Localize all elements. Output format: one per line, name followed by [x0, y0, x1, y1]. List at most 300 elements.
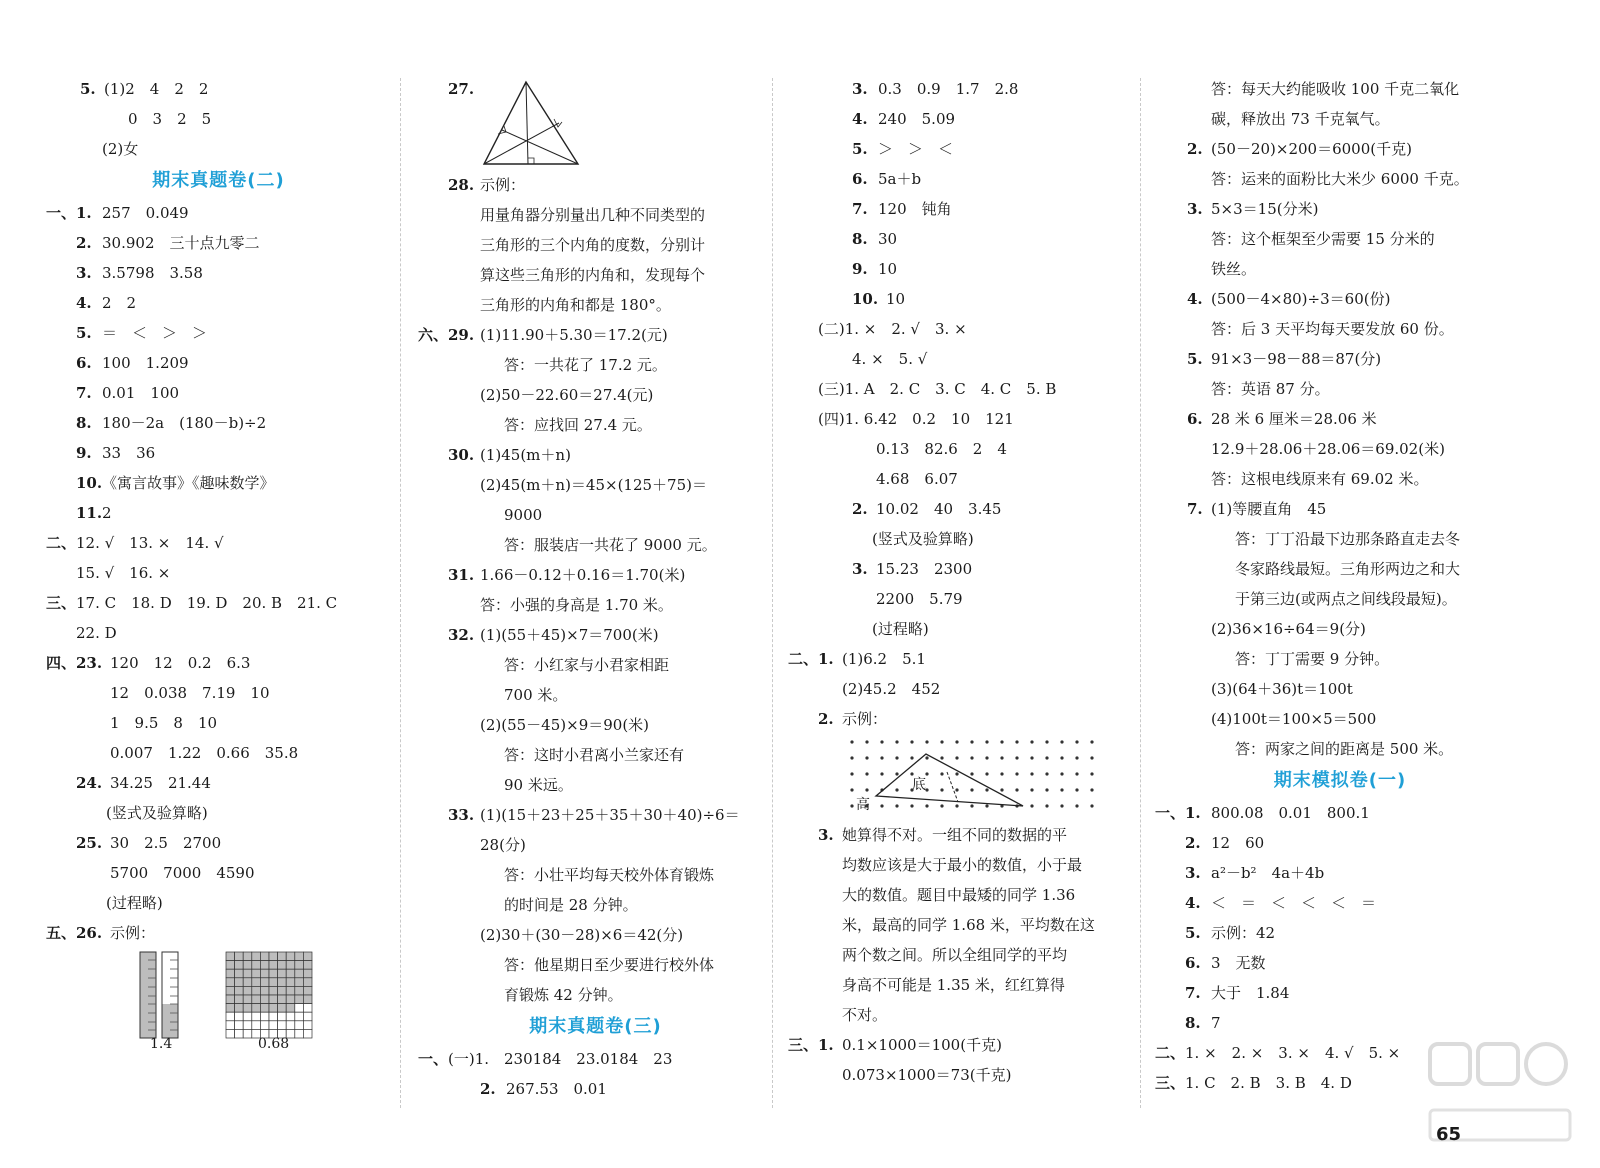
grid-dot [955, 804, 958, 807]
answer-line: 5. 示例：42 [1185, 924, 1276, 942]
grid-dot [1090, 772, 1093, 775]
grid-cell [278, 1004, 287, 1013]
answer-line: 9. 33 36 [76, 444, 156, 462]
grid-cell [226, 1021, 235, 1030]
answer-line: 一、1. 257 0.049 [46, 204, 189, 222]
answer-line: 答：小壮平均每天校外体育锻炼 [504, 866, 715, 884]
grid-cell [260, 969, 269, 978]
grid-cell [260, 961, 269, 970]
grid-cell [260, 1012, 269, 1021]
answer-line: (2)50－22.60＝27.4(元) [480, 386, 654, 404]
answer-line: (3)(64＋36)t＝100t [1211, 680, 1353, 698]
grid-cell [286, 1012, 295, 1021]
grid-cell [286, 995, 295, 1004]
grid-cell [226, 978, 235, 987]
answer-line: 均数应该是大于最小的数值，小于最 [842, 856, 1083, 874]
grid-dot [1045, 740, 1048, 743]
answer-line: 1 9.5 8 10 [110, 714, 218, 732]
grid-dot [940, 740, 943, 743]
answer-line: 答：服装店一共花了 9000 元。 [504, 536, 717, 554]
grid-dot [925, 804, 928, 807]
grid-cell [260, 978, 269, 987]
grid-cell [252, 969, 261, 978]
answer-line: 3. 3.5798 3.58 [76, 264, 203, 282]
answer-line: 4.68 6.07 [876, 470, 958, 488]
grid-cell [278, 1012, 287, 1021]
grid-dot [910, 756, 913, 759]
grid-cell [260, 952, 269, 961]
grid-cell [226, 986, 235, 995]
grid-cell [295, 969, 304, 978]
grid-dot [940, 756, 943, 759]
grid-dot [1090, 788, 1093, 791]
answer-line: 二、1. × 2. × 3. × 4. √ 5. × [1155, 1044, 1401, 1062]
grid-cell [235, 986, 244, 995]
answer-line: 4. 2 2 [76, 294, 137, 312]
grid-dot [1090, 756, 1093, 759]
grid-cell [278, 978, 287, 987]
answer-line: 6. 3 无数 [1185, 954, 1266, 972]
answer-line: 28(分) [480, 836, 526, 854]
grid-cell [286, 969, 295, 978]
grid-cell [278, 969, 287, 978]
answer-line: 答：小红家与小君家相距 [504, 656, 670, 674]
answer-line: 2. 12 60 [1185, 834, 1265, 852]
answer-line: 6. 5a＋b [852, 170, 922, 188]
grid-dot [1075, 740, 1078, 743]
grid-dot [850, 804, 853, 807]
grid-dot [1060, 772, 1063, 775]
grid-dot [1060, 756, 1063, 759]
grid-dot [1045, 756, 1048, 759]
grid-cell [243, 952, 252, 961]
grid-cell [303, 978, 312, 987]
grid-cell [235, 969, 244, 978]
grid-cell [295, 1021, 304, 1030]
answer-line: 15. √ 16. × [76, 564, 171, 582]
answer-line: 答：他星期日至少要进行校外体 [504, 956, 715, 974]
grid-cell [278, 1021, 287, 1030]
grid-dot [1045, 772, 1048, 775]
grid-cell [269, 969, 278, 978]
grid-cell [286, 1004, 295, 1013]
answer-line: 算这些三角形的内角和，发现每个 [480, 266, 706, 284]
grid-dot [1000, 756, 1003, 759]
grid-cell [295, 1004, 304, 1013]
answer-line: 2. (50－20)×200＝6000(千克) [1187, 140, 1412, 158]
answer-line: (过程略) [106, 894, 163, 912]
answer-line: (4)100t＝100×5＝500 [1211, 710, 1377, 728]
answer-line: 9. 10 [852, 260, 898, 278]
column-3 [788, 74, 1143, 1090]
grid-dot [880, 804, 883, 807]
answer-line: 24. 34.25 21.44 [76, 774, 211, 792]
grid-dot [1075, 788, 1078, 791]
answer-line: 答：每天大约能吸收 100 千克二氧化 [1211, 80, 1460, 98]
answer-line: 2. 示例： [818, 710, 888, 728]
answer-line: 12 0.038 7.19 10 [110, 684, 270, 702]
grid-cell [235, 978, 244, 987]
answer-line: 答：丁丁需要 9 分钟。 [1235, 650, 1390, 668]
grid-cell [303, 969, 312, 978]
answer-line: 32. (1)(55＋45)×7＝700(米) [448, 626, 659, 644]
answer-line: 六、29. (1)11.90＋5.30＝17.2(元) [418, 326, 668, 344]
grid-dot [865, 788, 868, 791]
answer-line: 700 米。 [504, 686, 568, 704]
answer-line: 4. 240 5.09 [852, 110, 956, 128]
answer-line: 一、1. 800.08 0.01 800.1 [1155, 804, 1370, 822]
grid-cell [243, 978, 252, 987]
grid-cell [303, 995, 312, 1004]
answer-line: 4. ＜ ＝ ＜ ＜ ＜ ＝ [1185, 894, 1377, 912]
grid-cell [235, 995, 244, 1004]
answer-line: 于第三边(或两点之间线段最短)。 [1235, 590, 1457, 608]
answer-line: 30. (1)45(m＋n) [448, 446, 571, 464]
answer-line: 五、26. 示例： [46, 924, 156, 942]
answer-line: 不对。 [842, 1006, 888, 1024]
answer-line: 7. 120 钝角 [852, 200, 952, 218]
grid-dot [1090, 740, 1093, 743]
answer-line: (过程略) [872, 620, 929, 638]
answer-line: 3. 15.23 2300 [852, 560, 973, 578]
answer-line: 2200 5.79 [876, 590, 963, 608]
answer-line: 33. (1)(15＋23＋25＋35＋30＋40)÷6＝ [448, 806, 740, 824]
grid-cell [243, 995, 252, 1004]
section-title: 期末真题卷(三) [529, 1016, 662, 1037]
grid-cell [235, 1012, 244, 1021]
answer-line: 三、1. 0.1×1000＝100(千克) [788, 1036, 1002, 1054]
answer-line: 育锻炼 42 分钟。 [504, 986, 623, 1004]
grid-cell [252, 952, 261, 961]
column-1 [46, 74, 391, 1052]
answer-line: (2)30＋(30－28)×6＝42(分) [480, 926, 684, 944]
answer-line: 3. 5×3＝15(分米) [1187, 200, 1319, 218]
grid-cell [269, 978, 278, 987]
grid-cell [269, 995, 278, 1004]
grid-dot [1030, 788, 1033, 791]
grid-cell [235, 1029, 244, 1038]
grid-cell [226, 1004, 235, 1013]
answer-line: (2)36×16÷64＝9(分) [1211, 620, 1366, 638]
grid-dot [850, 756, 853, 759]
answer-line: 5. ＞ ＞ ＜ [852, 140, 954, 158]
grid-cell [269, 952, 278, 961]
answer-line: 0.007 1.22 0.66 35.8 [110, 744, 299, 762]
answer-line: 9000 [504, 506, 543, 524]
grid-cell [226, 969, 235, 978]
grid-cell [303, 1004, 312, 1013]
grid-dot [850, 740, 853, 743]
grid-model [226, 952, 312, 1038]
grid-cell [269, 1021, 278, 1030]
answer-line: 2. 267.53 0.01 [480, 1080, 607, 1098]
grid-cell [286, 986, 295, 995]
grid-cell [226, 1029, 235, 1038]
grid-cell [286, 952, 295, 961]
grid-dot [1060, 804, 1063, 807]
answer-line: 身高不可能是 1.35 米，红红算得 [842, 976, 1065, 994]
grid-cell [303, 1029, 312, 1038]
answer-line: 答：这根电线原来有 69.02 米。 [1211, 470, 1429, 488]
grid-cell [243, 1029, 252, 1038]
answer-line: 2. 10.02 40 3.45 [852, 500, 1002, 518]
grid-dot [895, 804, 898, 807]
answer-line: 5. (1)2 4 2 2 [80, 80, 209, 98]
answer-line: 答：运来的面粉比大米少 6000 千克。 [1211, 170, 1469, 188]
grid-cell [243, 1012, 252, 1021]
answer-line: 7. (1)等腰直角 45 [1187, 500, 1327, 518]
answer-line: 3. 0.3 0.9 1.7 2.8 [852, 80, 1019, 98]
grid-cell [235, 952, 244, 961]
answer-line: (2)45.2 452 [842, 680, 941, 698]
dot-grid-figure [788, 734, 1143, 820]
answer-line: 三角形的三个内角的度数，分别计 [480, 236, 706, 254]
grid-cell [226, 961, 235, 970]
grid-dot [1075, 804, 1078, 807]
grid-dot [865, 740, 868, 743]
grid-dot [1015, 740, 1018, 743]
answer-line: 答：小强的身高是 1.70 米。 [480, 596, 673, 614]
grid-dot [1015, 788, 1018, 791]
answer-line: 6. 28 米 6 厘米＝28.06 米 [1187, 410, 1377, 428]
decimal-model-figure [46, 948, 391, 1052]
grid-dot [1075, 772, 1078, 775]
answer-line: 答：后 3 天平均每天要发放 60 份。 [1211, 320, 1454, 338]
answer-line: 0.073×1000＝73(千克) [842, 1066, 1012, 1084]
grid-cell [269, 1012, 278, 1021]
answer-line: 冬家路线最短。三角形两边之和大 [1235, 560, 1461, 578]
answer-line: 28. 示例： [448, 176, 526, 194]
section-title: 期末模拟卷(一) [1273, 770, 1407, 791]
question-number: 27. [448, 80, 475, 98]
grid-dot [985, 740, 988, 743]
grid-cell [260, 1021, 269, 1030]
grid-cell [243, 986, 252, 995]
answer-line: (四)1. 6.42 0.2 10 121 [818, 410, 1014, 428]
grid-dot [910, 804, 913, 807]
grid-cell [295, 1012, 304, 1021]
grid-cell [295, 978, 304, 987]
answer-line: (2)(55－45)×9＝90(米) [480, 716, 650, 734]
grid-dot [985, 804, 988, 807]
column-2 [418, 74, 773, 1104]
answer-line: 三角形的内角和都是 180°。 [480, 296, 671, 314]
answer-line: (竖式及验算略) [106, 804, 208, 822]
grid-dot [1075, 756, 1078, 759]
grid-dot [850, 772, 853, 775]
grid-cell [252, 986, 261, 995]
grid-dot [970, 740, 973, 743]
section-title: 期末真题卷(二) [152, 170, 285, 191]
answer-line: 二、1. (1)6.2 5.1 [788, 650, 926, 668]
dot-grid [850, 740, 1093, 807]
base-label: 底 [912, 777, 926, 793]
grid-dot [895, 772, 898, 775]
grid-dot [895, 740, 898, 743]
answer-line: 3. 她算得不对。一组不同的数据的平 [818, 826, 1068, 844]
grid-cell [278, 952, 287, 961]
triangle-shape [876, 754, 1023, 806]
grid-cell [303, 1021, 312, 1030]
grid-dot [1045, 788, 1048, 791]
answer-line: 三、1. C 2. B 3. B 4. D [1155, 1074, 1352, 1092]
answer-line: 一、(一)1. 230184 23.0184 23 [418, 1050, 673, 1068]
grid-cell [295, 986, 304, 995]
answer-line: 10.《寓言故事》《趣味数学》 [76, 474, 275, 492]
triangle-heights-svg [476, 78, 606, 174]
grid-cell [226, 952, 235, 961]
grid-dot [1090, 804, 1093, 807]
grid-dot [895, 756, 898, 759]
answer-line: 答：这时小君离小兰家还有 [504, 746, 685, 764]
answer-line: 答：丁丁沿最下边那条路直走去冬 [1235, 530, 1461, 548]
grid-dot [970, 756, 973, 759]
grid-cell [252, 995, 261, 1004]
grid-cell [269, 986, 278, 995]
grid-cell [235, 1004, 244, 1013]
grid-cell [260, 1004, 269, 1013]
grid-dot [970, 788, 973, 791]
figure-label: 1.4 [150, 1036, 173, 1052]
column-4 [1155, 74, 1525, 1098]
grid-dot [940, 788, 943, 791]
grid-dot [985, 756, 988, 759]
answer-line: 二、12. √ 13. × 14. √ [46, 534, 224, 552]
grid-cell [303, 952, 312, 961]
answer-line: 5. ＝ ＜ ＞ ＞ [76, 324, 208, 342]
answer-line: 22. D [76, 624, 117, 642]
grid-cell [295, 995, 304, 1004]
grid-dot [1015, 772, 1018, 775]
grid-cell [226, 995, 235, 1004]
grid-dot [1030, 756, 1033, 759]
answer-line: 7. 0.01 100 [76, 384, 180, 402]
grid-cell [269, 1004, 278, 1013]
answer-line: 答：两家之间的距离是 500 米。 [1235, 740, 1454, 758]
grid-dot [880, 740, 883, 743]
grid-dot [970, 772, 973, 775]
grid-cell [252, 961, 261, 970]
answer-line: 用量角器分别量出几种不同类型的 [480, 206, 706, 224]
bar-model [140, 952, 178, 1038]
grid-cell [235, 961, 244, 970]
grid-dot [940, 772, 943, 775]
grid-cell [269, 961, 278, 970]
answer-line: 11.2 [76, 504, 112, 522]
answer-line: (2)45(m＋n)＝45×(125＋75)＝ [480, 476, 707, 494]
height-label: 高 [856, 797, 870, 813]
grid-dot [955, 772, 958, 775]
grid-cell [235, 1021, 244, 1030]
grid-dot [1015, 756, 1018, 759]
grid-dot [1000, 788, 1003, 791]
grid-dot [895, 788, 898, 791]
grid-cell [260, 986, 269, 995]
grid-dot [1030, 740, 1033, 743]
figure-label: 0.68 [258, 1036, 290, 1052]
grid-cell [303, 1012, 312, 1021]
grid-dot [1045, 804, 1048, 807]
page-number: 65 [1436, 1124, 1462, 1145]
grid-dot [925, 756, 928, 759]
grid-dot [925, 740, 928, 743]
grid-cell [243, 1004, 252, 1013]
grid-cell [303, 961, 312, 970]
answer-line: 米，最高的同学 1.68 米，平均数在这 [842, 916, 1095, 934]
grid-dot [985, 772, 988, 775]
answer-line: 10. 10 [852, 290, 906, 308]
grid-cell [243, 1021, 252, 1030]
answer-line: (竖式及验算略) [872, 530, 974, 548]
grid-cell [278, 986, 287, 995]
grid-dot [1060, 788, 1063, 791]
grid-dot [1030, 804, 1033, 807]
grid-cell [295, 952, 304, 961]
answer-line: 5700 7000 4590 [110, 864, 255, 882]
answer-line: 答：应找回 27.4 元。 [504, 416, 652, 434]
grid-cell [278, 995, 287, 1004]
grid-dot [955, 740, 958, 743]
grid-dot [850, 788, 853, 791]
grid-cell [295, 961, 304, 970]
answer-line: 12.9＋28.06＋28.06＝69.02(米) [1211, 440, 1445, 458]
answer-line: 四、23. 120 12 0.2 6.3 [46, 654, 251, 672]
grid-cell [252, 1021, 261, 1030]
grid-cell [286, 961, 295, 970]
answer-line: 5. 91×3－98－88＝87(分) [1187, 350, 1382, 368]
grid-dot [865, 772, 868, 775]
height-line [947, 772, 958, 802]
grid-dot [1000, 740, 1003, 743]
grid-cell [243, 969, 252, 978]
answer-line: 8. 7 [1185, 1014, 1221, 1032]
grid-cell [243, 961, 252, 970]
grid-cell [286, 1021, 295, 1030]
grid-dot [955, 756, 958, 759]
grid-dot [1060, 740, 1063, 743]
answer-line: 大的数值。题目中最矮的同学 1.36 [842, 886, 1076, 904]
grid-cell [252, 978, 261, 987]
answer-line: 6. 100 1.209 [76, 354, 189, 372]
answer-line: 铁丝。 [1211, 260, 1257, 278]
answer-line: (二)1. × 2. √ 3. × [818, 320, 967, 338]
grid-dot [970, 804, 973, 807]
column-divider [400, 78, 401, 1108]
grid-cell [286, 978, 295, 987]
grid-cell [260, 995, 269, 1004]
grid-cell [303, 986, 312, 995]
answer-line: 答：英语 87 分。 [1211, 380, 1330, 398]
answer-line: 4. × 5. √ [852, 350, 928, 368]
answer-line: (2)女 [102, 140, 139, 158]
grid-cell [252, 1004, 261, 1013]
grid-dot [1000, 772, 1003, 775]
answer-line: 25. 30 2.5 2700 [76, 834, 222, 852]
answer-line: 3. a²－b² 4a＋4b [1185, 864, 1325, 882]
answer-line: 的时间是 28 分钟。 [504, 896, 638, 914]
answer-line: 碳，释放出 73 千克氧气。 [1211, 110, 1390, 128]
answer-line: 三、17. C 18. D 19. D 20. B 21. C [46, 594, 338, 612]
grid-dot [865, 756, 868, 759]
answer-line: 答：一共花了 17.2 元。 [504, 356, 667, 374]
grid-cell [226, 1012, 235, 1021]
grid-dot [955, 788, 958, 791]
grid-dot [1030, 772, 1033, 775]
grid-dot [910, 740, 913, 743]
grid-cell [278, 961, 287, 970]
grid-dot [985, 788, 988, 791]
answer-line: 2. 30.902 三十点九零二 [76, 234, 260, 252]
